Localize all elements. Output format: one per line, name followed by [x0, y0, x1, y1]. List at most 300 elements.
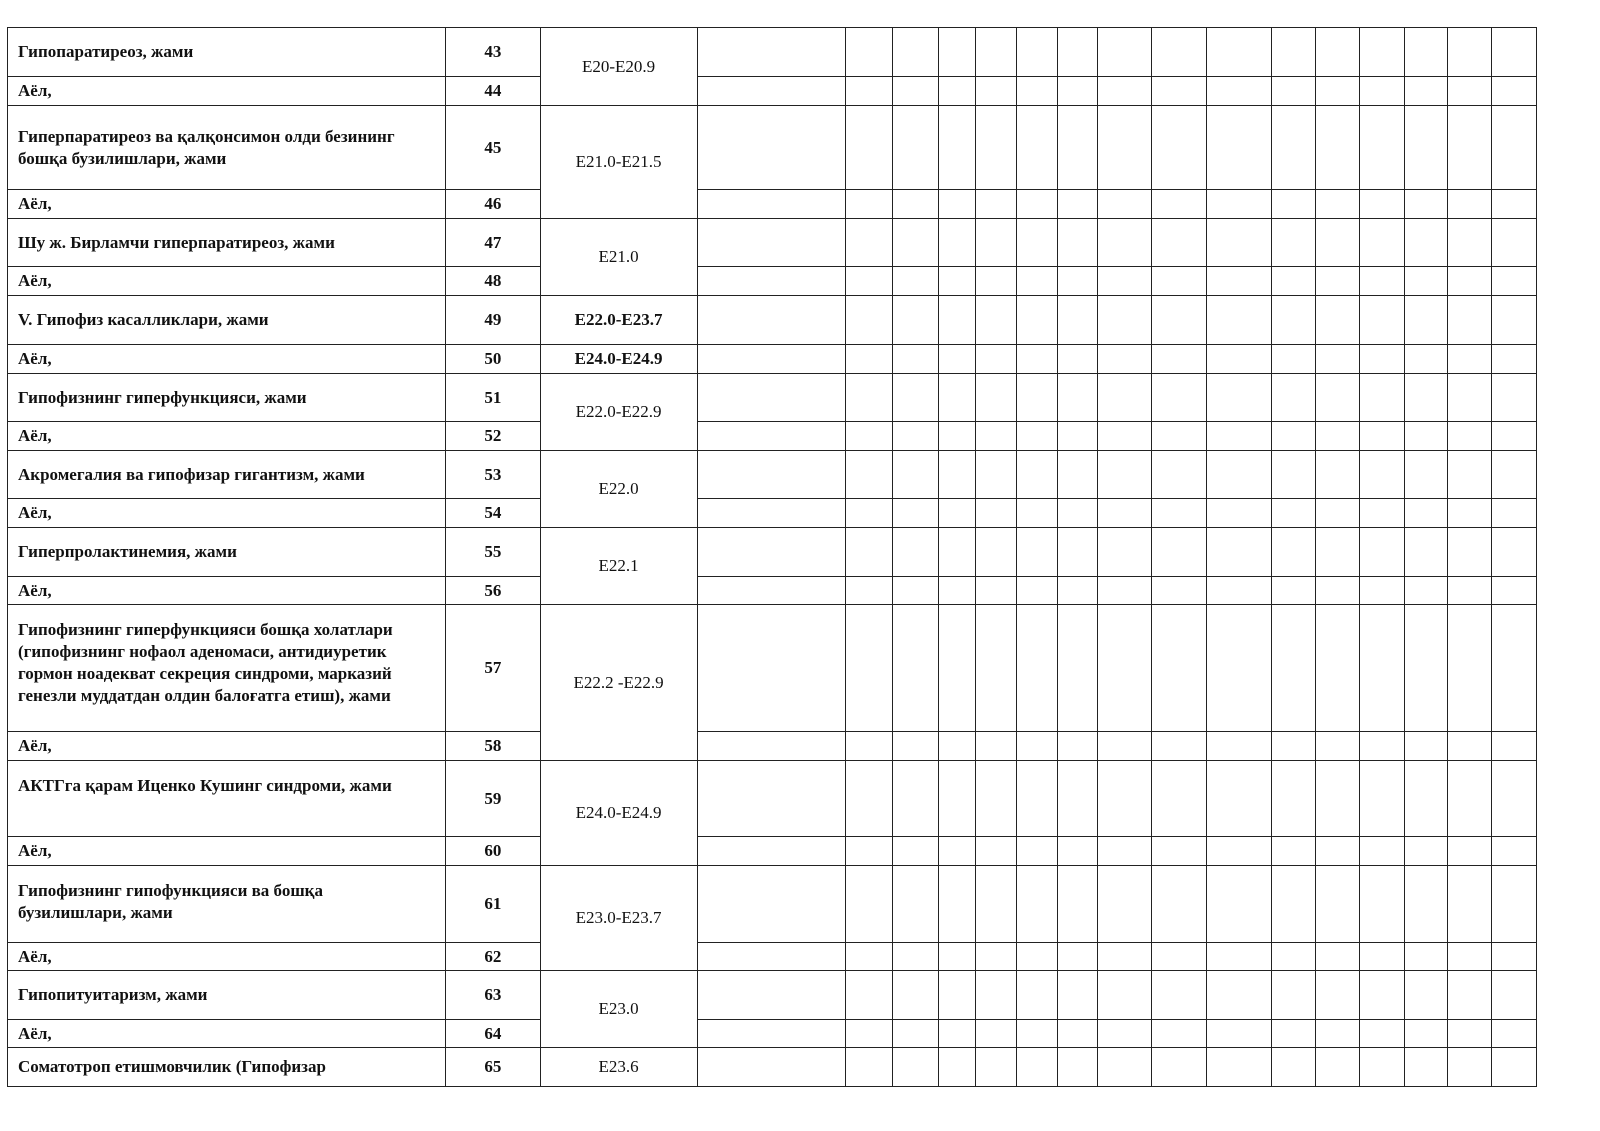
data-cell[interactable] — [892, 77, 938, 106]
data-cell[interactable] — [1097, 866, 1151, 943]
data-cell[interactable] — [1016, 605, 1057, 732]
data-cell[interactable] — [1016, 866, 1057, 943]
data-cell[interactable] — [892, 971, 938, 1020]
data-cell[interactable] — [938, 451, 975, 499]
data-cell[interactable] — [1316, 451, 1360, 499]
data-cell[interactable] — [1360, 190, 1404, 219]
data-cell[interactable] — [938, 219, 975, 267]
data-cell[interactable] — [892, 732, 938, 761]
data-cell[interactable] — [1491, 374, 1536, 422]
data-cell[interactable] — [938, 943, 975, 971]
data-cell[interactable] — [1272, 296, 1316, 345]
data-cell[interactable] — [1360, 837, 1404, 866]
data-cell[interactable] — [1152, 1020, 1206, 1048]
data-cell[interactable] — [846, 422, 892, 451]
data-cell[interactable] — [846, 971, 892, 1020]
data-cell[interactable] — [1272, 761, 1316, 837]
data-cell[interactable] — [1316, 971, 1360, 1020]
data-cell[interactable] — [1447, 28, 1491, 77]
data-cell[interactable] — [938, 106, 975, 190]
data-cell[interactable] — [1152, 190, 1206, 219]
data-cell[interactable] — [1491, 451, 1536, 499]
data-cell[interactable] — [1016, 761, 1057, 837]
data-cell[interactable] — [1206, 28, 1272, 77]
data-cell[interactable] — [938, 732, 975, 761]
data-cell[interactable] — [846, 28, 892, 77]
data-cell[interactable] — [1447, 345, 1491, 374]
data-cell[interactable] — [1404, 106, 1447, 190]
data-cell[interactable] — [1316, 866, 1360, 943]
data-cell[interactable] — [1097, 1020, 1151, 1048]
data-cell[interactable] — [1316, 943, 1360, 971]
data-cell[interactable] — [1316, 605, 1360, 732]
data-cell[interactable] — [1206, 1048, 1272, 1087]
data-cell[interactable] — [1097, 267, 1151, 296]
data-cell[interactable] — [1152, 345, 1206, 374]
data-cell[interactable] — [1316, 1020, 1360, 1048]
data-cell[interactable] — [697, 106, 846, 190]
data-cell[interactable] — [846, 451, 892, 499]
data-cell[interactable] — [938, 605, 975, 732]
data-cell[interactable] — [1152, 866, 1206, 943]
data-cell[interactable] — [1404, 732, 1447, 761]
data-cell[interactable] — [938, 866, 975, 943]
data-cell[interactable] — [1206, 1020, 1272, 1048]
data-cell[interactable] — [1316, 219, 1360, 267]
data-cell[interactable] — [892, 1020, 938, 1048]
data-cell[interactable] — [1206, 267, 1272, 296]
data-cell[interactable] — [846, 837, 892, 866]
data-cell[interactable] — [1447, 374, 1491, 422]
data-cell[interactable] — [697, 219, 846, 267]
data-cell[interactable] — [1404, 943, 1447, 971]
data-cell[interactable] — [1152, 732, 1206, 761]
data-cell[interactable] — [697, 267, 846, 296]
data-cell[interactable] — [1206, 374, 1272, 422]
data-cell[interactable] — [1016, 296, 1057, 345]
data-cell[interactable] — [1272, 345, 1316, 374]
data-cell[interactable] — [1097, 837, 1151, 866]
data-cell[interactable] — [1057, 499, 1097, 528]
data-cell[interactable] — [1491, 761, 1536, 837]
data-cell[interactable] — [975, 451, 1016, 499]
data-cell[interactable] — [938, 499, 975, 528]
data-cell[interactable] — [1097, 451, 1151, 499]
data-cell[interactable] — [1491, 77, 1536, 106]
data-cell[interactable] — [975, 1020, 1016, 1048]
data-cell[interactable] — [1016, 1020, 1057, 1048]
data-cell[interactable] — [1316, 837, 1360, 866]
data-cell[interactable] — [1097, 605, 1151, 732]
data-cell[interactable] — [1360, 451, 1404, 499]
data-cell[interactable] — [1272, 374, 1316, 422]
data-cell[interactable] — [892, 190, 938, 219]
data-cell[interactable] — [697, 971, 846, 1020]
data-cell[interactable] — [1206, 77, 1272, 106]
data-cell[interactable] — [1097, 219, 1151, 267]
data-cell[interactable] — [1316, 267, 1360, 296]
data-cell[interactable] — [1404, 528, 1447, 577]
data-cell[interactable] — [1152, 422, 1206, 451]
data-cell[interactable] — [1272, 190, 1316, 219]
data-cell[interactable] — [1316, 499, 1360, 528]
data-cell[interactable] — [1360, 866, 1404, 943]
data-cell[interactable] — [1016, 451, 1057, 499]
data-cell[interactable] — [1016, 528, 1057, 577]
data-cell[interactable] — [1272, 451, 1316, 499]
data-cell[interactable] — [975, 499, 1016, 528]
data-cell[interactable] — [1272, 866, 1316, 943]
data-cell[interactable] — [1447, 837, 1491, 866]
data-cell[interactable] — [1360, 106, 1404, 190]
data-cell[interactable] — [1097, 106, 1151, 190]
data-cell[interactable] — [1152, 1048, 1206, 1087]
data-cell[interactable] — [1152, 499, 1206, 528]
data-cell[interactable] — [1016, 1048, 1057, 1087]
data-cell[interactable] — [1206, 732, 1272, 761]
data-cell[interactable] — [1206, 866, 1272, 943]
data-cell[interactable] — [697, 190, 846, 219]
data-cell[interactable] — [1097, 528, 1151, 577]
data-cell[interactable] — [1491, 866, 1536, 943]
data-cell[interactable] — [1404, 1048, 1447, 1087]
data-cell[interactable] — [1057, 837, 1097, 866]
data-cell[interactable] — [1206, 451, 1272, 499]
data-cell[interactable] — [1152, 528, 1206, 577]
data-cell[interactable] — [1272, 732, 1316, 761]
data-cell[interactable] — [1316, 761, 1360, 837]
data-cell[interactable] — [1097, 190, 1151, 219]
data-cell[interactable] — [1057, 1020, 1097, 1048]
data-cell[interactable] — [1206, 499, 1272, 528]
data-cell[interactable] — [975, 971, 1016, 1020]
data-cell[interactable] — [697, 451, 846, 499]
data-cell[interactable] — [1447, 732, 1491, 761]
data-cell[interactable] — [938, 837, 975, 866]
data-cell[interactable] — [1404, 971, 1447, 1020]
data-cell[interactable] — [1360, 528, 1404, 577]
data-cell[interactable] — [697, 943, 846, 971]
data-cell[interactable] — [1097, 1048, 1151, 1087]
data-cell[interactable] — [1316, 577, 1360, 605]
data-cell[interactable] — [1206, 761, 1272, 837]
data-cell[interactable] — [1016, 190, 1057, 219]
data-cell[interactable] — [938, 190, 975, 219]
data-cell[interactable] — [1316, 528, 1360, 577]
data-cell[interactable] — [846, 577, 892, 605]
data-cell[interactable] — [1491, 499, 1536, 528]
data-cell[interactable] — [892, 296, 938, 345]
data-cell[interactable] — [1272, 605, 1316, 732]
data-cell[interactable] — [938, 77, 975, 106]
data-cell[interactable] — [1016, 499, 1057, 528]
data-cell[interactable] — [975, 732, 1016, 761]
data-cell[interactable] — [1206, 971, 1272, 1020]
data-cell[interactable] — [1491, 106, 1536, 190]
data-cell[interactable] — [1097, 971, 1151, 1020]
data-cell[interactable] — [1097, 943, 1151, 971]
data-cell[interactable] — [1360, 77, 1404, 106]
data-cell[interactable] — [1491, 1048, 1536, 1087]
data-cell[interactable] — [1272, 28, 1316, 77]
data-cell[interactable] — [1097, 577, 1151, 605]
data-cell[interactable] — [892, 866, 938, 943]
data-cell[interactable] — [1491, 605, 1536, 732]
data-cell[interactable] — [846, 296, 892, 345]
data-cell[interactable] — [1057, 732, 1097, 761]
data-cell[interactable] — [697, 528, 846, 577]
data-cell[interactable] — [1404, 422, 1447, 451]
data-cell[interactable] — [1152, 374, 1206, 422]
data-cell[interactable] — [1447, 219, 1491, 267]
data-cell[interactable] — [1016, 732, 1057, 761]
data-cell[interactable] — [975, 219, 1016, 267]
data-cell[interactable] — [1316, 422, 1360, 451]
data-cell[interactable] — [1491, 190, 1536, 219]
data-cell[interactable] — [697, 374, 846, 422]
data-cell[interactable] — [975, 1048, 1016, 1087]
data-cell[interactable] — [1272, 1048, 1316, 1087]
data-cell[interactable] — [1404, 28, 1447, 77]
data-cell[interactable] — [1447, 943, 1491, 971]
data-cell[interactable] — [938, 577, 975, 605]
data-cell[interactable] — [1360, 374, 1404, 422]
data-cell[interactable] — [1491, 345, 1536, 374]
data-cell[interactable] — [1272, 1020, 1316, 1048]
data-cell[interactable] — [938, 296, 975, 345]
data-cell[interactable] — [1360, 28, 1404, 77]
data-cell[interactable] — [1057, 267, 1097, 296]
data-cell[interactable] — [1360, 345, 1404, 374]
data-cell[interactable] — [846, 1048, 892, 1087]
data-cell[interactable] — [1152, 28, 1206, 77]
data-cell[interactable] — [846, 732, 892, 761]
data-cell[interactable] — [1097, 374, 1151, 422]
data-cell[interactable] — [975, 296, 1016, 345]
data-cell[interactable] — [1447, 971, 1491, 1020]
data-cell[interactable] — [1491, 971, 1536, 1020]
data-cell[interactable] — [1316, 296, 1360, 345]
data-cell[interactable] — [1016, 422, 1057, 451]
data-cell[interactable] — [892, 1048, 938, 1087]
data-cell[interactable] — [1447, 605, 1491, 732]
data-cell[interactable] — [1152, 605, 1206, 732]
data-cell[interactable] — [975, 837, 1016, 866]
data-cell[interactable] — [1447, 190, 1491, 219]
data-cell[interactable] — [1016, 345, 1057, 374]
data-cell[interactable] — [938, 267, 975, 296]
data-cell[interactable] — [1016, 219, 1057, 267]
data-cell[interactable] — [846, 499, 892, 528]
data-cell[interactable] — [1360, 943, 1404, 971]
data-cell[interactable] — [1491, 528, 1536, 577]
data-cell[interactable] — [697, 28, 846, 77]
data-cell[interactable] — [1272, 837, 1316, 866]
data-cell[interactable] — [1447, 1020, 1491, 1048]
data-cell[interactable] — [1272, 267, 1316, 296]
data-cell[interactable] — [1447, 761, 1491, 837]
data-cell[interactable] — [1097, 732, 1151, 761]
data-cell[interactable] — [892, 577, 938, 605]
data-cell[interactable] — [846, 219, 892, 267]
data-cell[interactable] — [846, 866, 892, 943]
data-cell[interactable] — [1272, 943, 1316, 971]
data-cell[interactable] — [1447, 77, 1491, 106]
data-cell[interactable] — [697, 77, 846, 106]
data-cell[interactable] — [1152, 77, 1206, 106]
data-cell[interactable] — [1057, 28, 1097, 77]
data-cell[interactable] — [1316, 106, 1360, 190]
data-cell[interactable] — [938, 971, 975, 1020]
data-cell[interactable] — [1152, 451, 1206, 499]
data-cell[interactable] — [1447, 296, 1491, 345]
data-cell[interactable] — [1360, 971, 1404, 1020]
data-cell[interactable] — [697, 1048, 846, 1087]
data-cell[interactable] — [1057, 451, 1097, 499]
data-cell[interactable] — [1404, 577, 1447, 605]
data-cell[interactable] — [1316, 190, 1360, 219]
data-cell[interactable] — [975, 190, 1016, 219]
data-cell[interactable] — [892, 106, 938, 190]
data-cell[interactable] — [1360, 761, 1404, 837]
data-cell[interactable] — [1404, 345, 1447, 374]
data-cell[interactable] — [975, 345, 1016, 374]
data-cell[interactable] — [846, 528, 892, 577]
data-cell[interactable] — [1447, 866, 1491, 943]
data-cell[interactable] — [1360, 1048, 1404, 1087]
data-cell[interactable] — [1016, 837, 1057, 866]
data-cell[interactable] — [846, 106, 892, 190]
data-cell[interactable] — [1404, 499, 1447, 528]
data-cell[interactable] — [1447, 577, 1491, 605]
data-cell[interactable] — [697, 866, 846, 943]
data-cell[interactable] — [1360, 267, 1404, 296]
data-cell[interactable] — [1152, 267, 1206, 296]
data-cell[interactable] — [1206, 106, 1272, 190]
data-cell[interactable] — [1316, 1048, 1360, 1087]
data-cell[interactable] — [846, 190, 892, 219]
data-cell[interactable] — [1152, 761, 1206, 837]
data-cell[interactable] — [1097, 422, 1151, 451]
data-cell[interactable] — [975, 374, 1016, 422]
data-cell[interactable] — [1057, 77, 1097, 106]
data-cell[interactable] — [1272, 971, 1316, 1020]
data-cell[interactable] — [892, 422, 938, 451]
data-cell[interactable] — [1057, 106, 1097, 190]
data-cell[interactable] — [1057, 605, 1097, 732]
data-cell[interactable] — [1491, 577, 1536, 605]
data-cell[interactable] — [1491, 296, 1536, 345]
data-cell[interactable] — [1057, 971, 1097, 1020]
data-cell[interactable] — [1316, 77, 1360, 106]
data-cell[interactable] — [1097, 761, 1151, 837]
data-cell[interactable] — [892, 605, 938, 732]
data-cell[interactable] — [938, 528, 975, 577]
data-cell[interactable] — [846, 267, 892, 296]
data-cell[interactable] — [1404, 837, 1447, 866]
data-cell[interactable] — [1206, 837, 1272, 866]
data-cell[interactable] — [1057, 1048, 1097, 1087]
data-cell[interactable] — [1447, 499, 1491, 528]
data-cell[interactable] — [1272, 219, 1316, 267]
data-cell[interactable] — [975, 106, 1016, 190]
data-cell[interactable] — [892, 28, 938, 77]
data-cell[interactable] — [1057, 296, 1097, 345]
data-cell[interactable] — [938, 345, 975, 374]
data-cell[interactable] — [938, 422, 975, 451]
data-cell[interactable] — [1316, 374, 1360, 422]
data-cell[interactable] — [938, 1048, 975, 1087]
data-cell[interactable] — [892, 345, 938, 374]
data-cell[interactable] — [1491, 219, 1536, 267]
data-cell[interactable] — [892, 267, 938, 296]
data-cell[interactable] — [1016, 267, 1057, 296]
data-cell[interactable] — [697, 422, 846, 451]
data-cell[interactable] — [1447, 1048, 1491, 1087]
data-cell[interactable] — [1272, 77, 1316, 106]
data-cell[interactable] — [1404, 190, 1447, 219]
data-cell[interactable] — [1404, 77, 1447, 106]
data-cell[interactable] — [1272, 577, 1316, 605]
data-cell[interactable] — [1097, 345, 1151, 374]
data-cell[interactable] — [1447, 422, 1491, 451]
data-cell[interactable] — [846, 1020, 892, 1048]
data-cell[interactable] — [975, 761, 1016, 837]
data-cell[interactable] — [1016, 374, 1057, 422]
data-cell[interactable] — [1404, 761, 1447, 837]
data-cell[interactable] — [1097, 296, 1151, 345]
data-cell[interactable] — [846, 761, 892, 837]
data-cell[interactable] — [892, 219, 938, 267]
data-cell[interactable] — [1097, 77, 1151, 106]
data-cell[interactable] — [1272, 422, 1316, 451]
data-cell[interactable] — [1206, 296, 1272, 345]
data-cell[interactable] — [1206, 605, 1272, 732]
data-cell[interactable] — [1152, 296, 1206, 345]
data-cell[interactable] — [1206, 219, 1272, 267]
data-cell[interactable] — [1491, 1020, 1536, 1048]
data-cell[interactable] — [1016, 577, 1057, 605]
data-cell[interactable] — [892, 528, 938, 577]
data-cell[interactable] — [938, 28, 975, 77]
data-cell[interactable] — [1016, 106, 1057, 190]
data-cell[interactable] — [892, 451, 938, 499]
data-cell[interactable] — [975, 577, 1016, 605]
data-cell[interactable] — [1152, 577, 1206, 605]
data-cell[interactable] — [1316, 732, 1360, 761]
data-cell[interactable] — [1152, 219, 1206, 267]
data-cell[interactable] — [697, 837, 846, 866]
data-cell[interactable] — [892, 374, 938, 422]
data-cell[interactable] — [1404, 296, 1447, 345]
data-cell[interactable] — [1057, 374, 1097, 422]
data-cell[interactable] — [892, 499, 938, 528]
data-cell[interactable] — [1404, 267, 1447, 296]
data-cell[interactable] — [697, 499, 846, 528]
data-cell[interactable] — [975, 28, 1016, 77]
data-cell[interactable] — [1360, 605, 1404, 732]
data-cell[interactable] — [1152, 106, 1206, 190]
data-cell[interactable] — [1491, 28, 1536, 77]
data-cell[interactable] — [1206, 943, 1272, 971]
data-cell[interactable] — [1057, 866, 1097, 943]
data-cell[interactable] — [697, 761, 846, 837]
data-cell[interactable] — [1206, 345, 1272, 374]
data-cell[interactable] — [1097, 28, 1151, 77]
data-cell[interactable] — [1491, 422, 1536, 451]
data-cell[interactable] — [892, 837, 938, 866]
data-cell[interactable] — [1057, 943, 1097, 971]
